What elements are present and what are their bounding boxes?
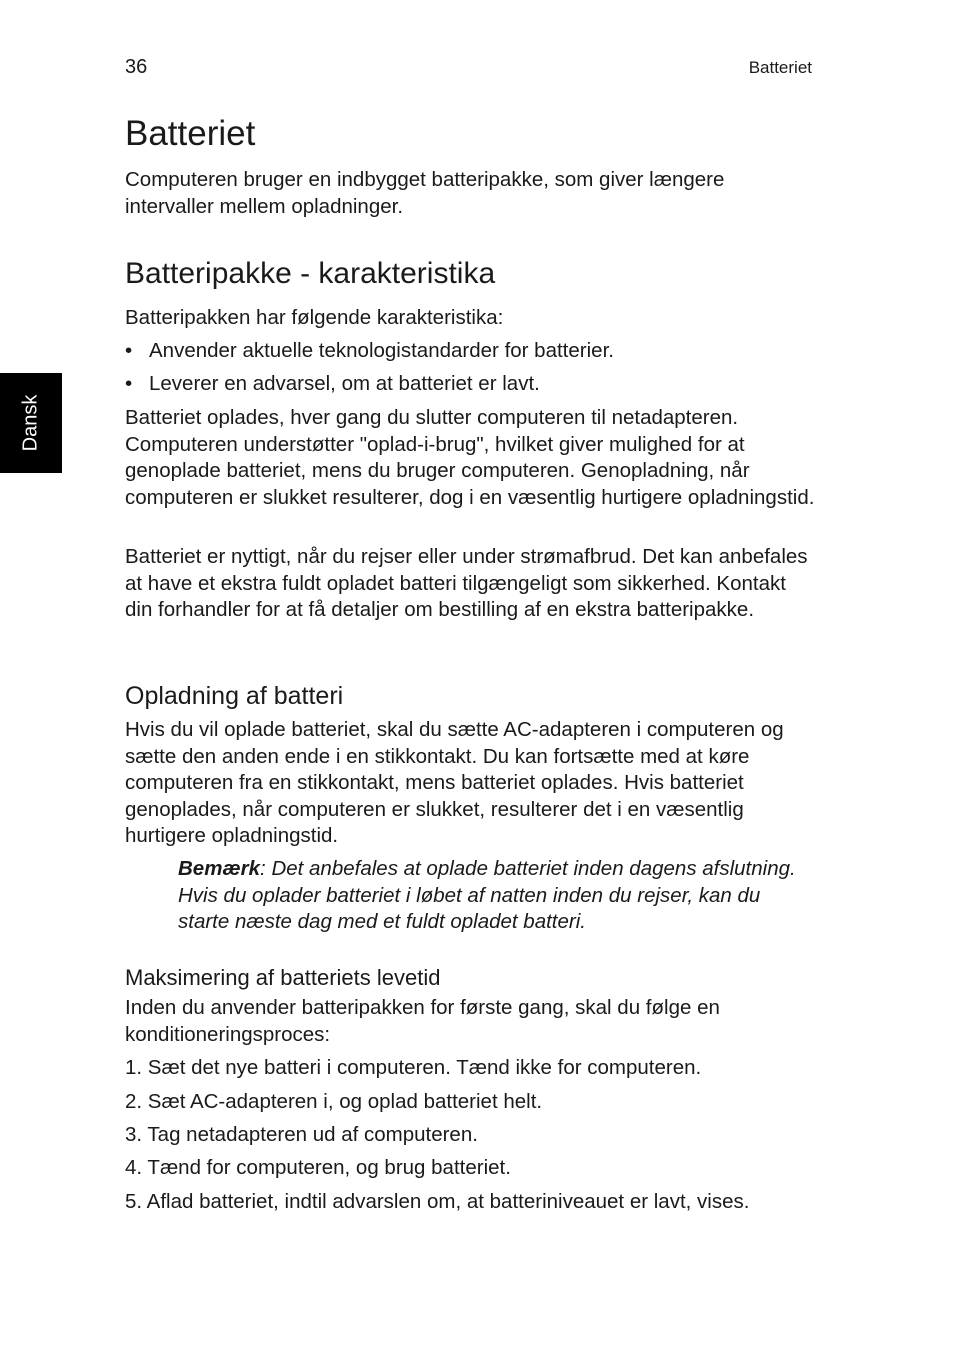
features-heading: Batteripakke - karakteristika: [125, 257, 496, 290]
step-item: 3. Tag netadapteren ud af computeren.: [125, 1123, 478, 1146]
language-tab: [0, 373, 62, 473]
features-lead: Batteripakken har følgende karakteristika:: [125, 306, 504, 329]
bullet-mark: •: [125, 339, 133, 362]
section-title: Batteriet: [125, 114, 256, 153]
features-paragraph-2: Batteriet er nyttigt, når du rejser eller under strømafbrud. Det kan anbefales at have et ekstra fuldt opladet batteri tilgængeligt som sikkerhed. Kontakt din forhandler for at få detaljer om bestilling af en ekstra batteripakke.: [125, 545, 808, 621]
maximize-heading: Maksimering af batteriets levetid: [125, 965, 441, 990]
bullet-mark: •: [125, 372, 133, 395]
page-number: 36: [125, 56, 148, 78]
step-item: 5. Aflad batteriet, indtil advarslen om, at batteriniveauet er lavt, vises.: [125, 1190, 750, 1213]
intro-paragraph: Computeren bruger en indbygget batteripakke, som giver længere intervaller mellem opladninger.: [125, 168, 725, 218]
bullet-text: Leverer en advarsel, om at batteriet er lavt.: [149, 372, 540, 395]
charging-paragraph: Hvis du vil oplade batteriet, skal du sætte AC-adapteren i computeren og sætte den anden ende i en stikkontakt. Du kan fortsætte med at køre computeren fra en stikkontakt, mens batteriet oplades. Hvis batteriet genoplades, når computeren er slukket, resulterer det i en væsentlig hurtigere opladningstid.: [125, 718, 784, 847]
running-header: Batteriet: [748, 58, 812, 77]
features-paragraph-1: Batteriet oplades, hver gang du slutter computeren til netadapteren. Computeren understøtter "oplad-i-brug", hvilket giver mulighed for at genoplade batteriet, mens du bruger computeren. Genopladning, når computeren er slukket resulterer, dog i en væsentlig hurtigere opladningstid.: [125, 406, 815, 509]
step-item: 2. Sæt AC-adapteren i, og oplad batteriet helt.: [125, 1090, 543, 1113]
step-item: 4. Tænd for computeren, og brug batteriet.: [125, 1156, 511, 1179]
note: [178, 856, 798, 936]
step-item: 1. Sæt det nye batteri i computeren. Tænd ikke for computeren.: [125, 1056, 702, 1079]
note-label: Bemærk: [178, 857, 261, 880]
maximize-lead: Inden du anvender batteripakken for første gang, skal du følge en konditioneringsproces:: [125, 996, 720, 1046]
note-text: : Det anbefales at oplade batteriet inden dagens afslutning. Hvis du oplader batteriet i løbet af natten inden du rejser, kan du starte næste dag med et fuldt opladet batteri.: [178, 857, 796, 933]
charging-heading: Opladning af batteri: [125, 682, 344, 710]
bullet-text: Anvender aktuelle teknologistandarder for batterier.: [149, 339, 614, 362]
language-tab-label: Dansk: [19, 394, 42, 452]
